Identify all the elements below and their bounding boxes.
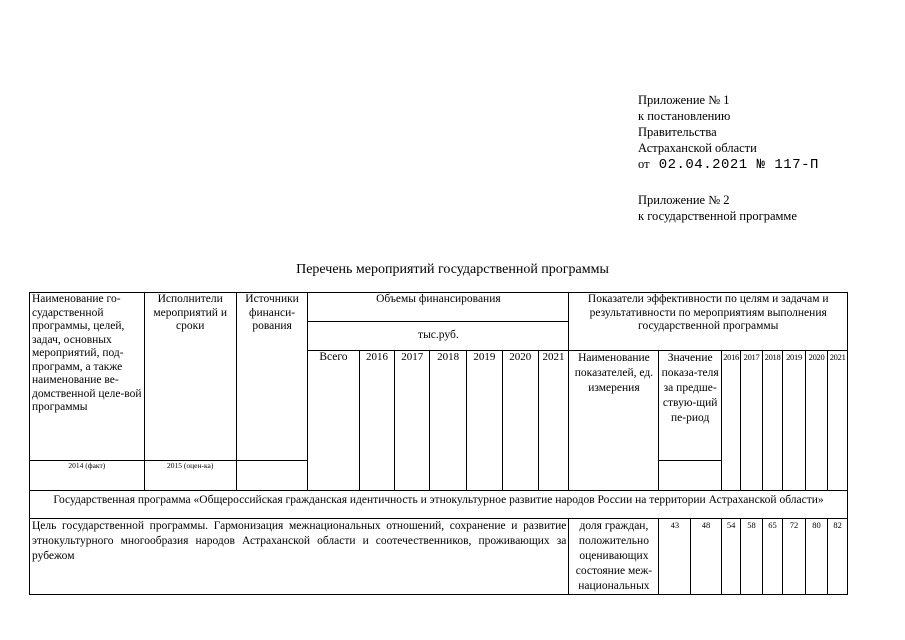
indicator-year-2018: 2018 <box>762 351 782 491</box>
funding-year-2016: 2016 <box>359 351 395 491</box>
goal-value-2014: 43 <box>659 519 691 595</box>
header-funding: Объемы финансирования <box>308 293 569 322</box>
funding-year-2018: 2018 <box>430 351 467 491</box>
indicator-year-2016: 2016 <box>721 351 740 491</box>
goal-value-2018: 65 <box>762 519 782 595</box>
document-title: Перечень мероприятий государственной программы <box>296 262 609 277</box>
program-title-row: Государственная программа «Общероссийская гражданская идентичность и этнокультурное развитие народов России на территории Астраханской области» <box>30 491 848 519</box>
goal-value-2021: 82 <box>828 519 848 595</box>
goal-text: Цель государственной программы. Гармонизация межнациональных отношений, сохранение и развитие этнокультурного многообразия народов Астраханской области и соотечественников, проживающих за рубежом <box>30 519 569 595</box>
appendix-1-line3: Правительства <box>638 125 717 139</box>
goal-indicator-name: доля граждан, положительно оценивающих состояние меж-национальных <box>569 519 659 595</box>
goal-value-2015: 48 <box>691 519 722 595</box>
indicator-year-2019: 2019 <box>783 351 806 491</box>
appendix-1-header <box>638 92 819 173</box>
indicator-year-2021: 2021 <box>828 351 848 491</box>
header-funding-unit: тыс.руб. <box>308 322 569 351</box>
goal-value-2017: 58 <box>741 519 762 595</box>
goal-value-2016: 54 <box>721 519 740 595</box>
funding-year-2021: 2021 <box>538 351 569 491</box>
appendix-2-line1: Приложение № 2 <box>638 193 730 207</box>
activities-table <box>29 292 848 595</box>
indicator-sub-2014: 2014 (факт) <box>30 461 145 491</box>
header-sources: Источники финанси-рования <box>236 293 308 461</box>
indicator-year-2017: 2017 <box>741 351 762 491</box>
goal-value-2020: 80 <box>805 519 828 595</box>
header-indicator-name: Наименование показателей, ед. измерения <box>569 351 659 491</box>
appendix-2-line2: к государственной программе <box>638 209 797 223</box>
appendix-1-line4: Астраханской области <box>638 141 757 155</box>
appendix-1-line1: Приложение № 1 <box>638 93 730 107</box>
goal-value-2019: 72 <box>783 519 806 595</box>
appendix-1-line2: к постановлению <box>638 109 731 123</box>
funding-year-2017: 2017 <box>395 351 430 491</box>
funding-year-2020: 2020 <box>502 351 538 491</box>
funding-year-2019: 2019 <box>467 351 503 491</box>
header-indicators: Показатели эффективности по целям и задачам и результативности по мероприятиям выполнения государственной программы <box>569 293 848 351</box>
date-prefix: от <box>638 157 650 171</box>
header-funding-total: Всего <box>308 351 359 491</box>
date-number: 02.04.2021 № 117-П <box>658 157 819 173</box>
indicator-sub-2015: 2015 (оцен-ка) <box>144 461 236 491</box>
appendix-2-header <box>638 192 797 224</box>
appendix-1-date <box>638 156 819 173</box>
header-program-name: Наименование го-сударственной программы, целей, задач, основных мероприятий, под-программ, а также наименование ве-домственной целе-вой программы <box>30 293 145 461</box>
header-indicator-value: Значение показа-теля за предше-ствую-щий пе-риод <box>659 351 721 461</box>
header-executors: Исполнители мероприятий и сроки <box>144 293 236 461</box>
indicator-year-2020: 2020 <box>805 351 828 491</box>
